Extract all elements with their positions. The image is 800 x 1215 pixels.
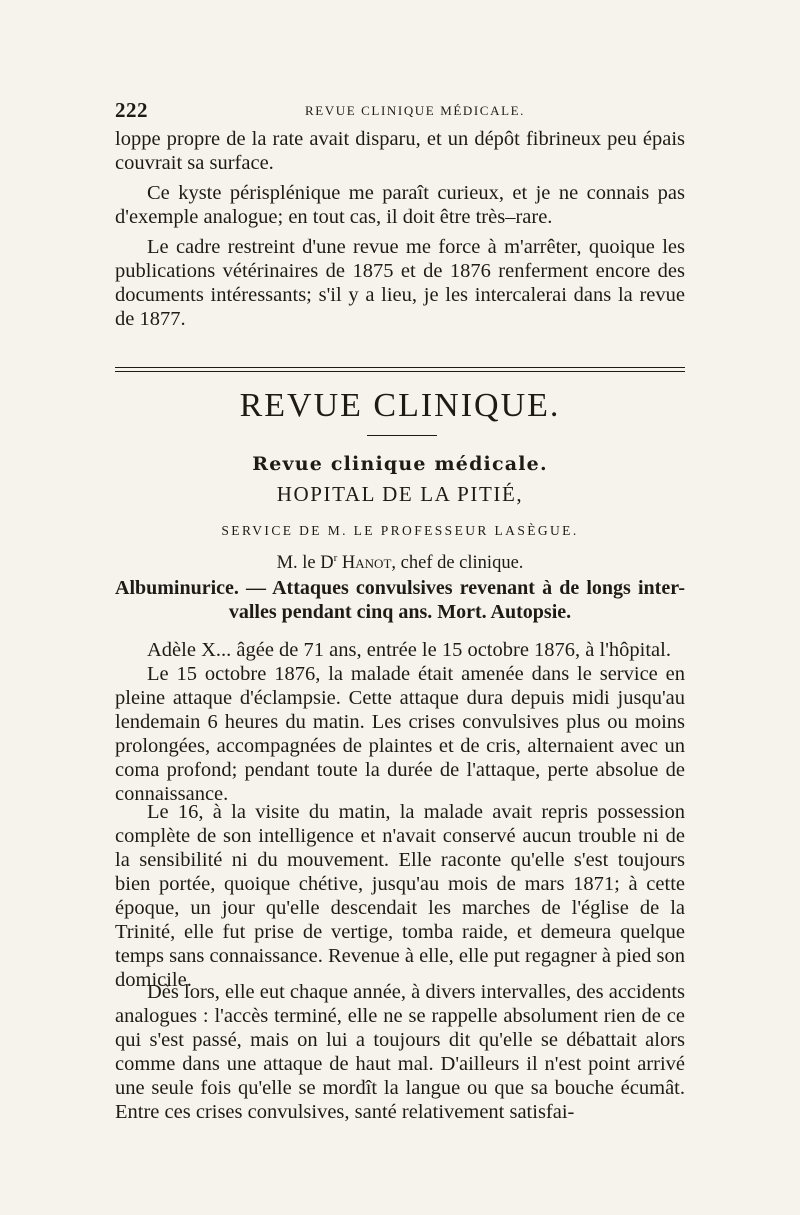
author-suffix: , chef de clinique. — [391, 553, 524, 574]
intro-paragraph-3: Le cadre restreint d'une revue me force à m'arrêter, quoique les publications vétérinaires de 1875 et de 1876 renferment encore des documents intéressants; s'il y a lieu, je les intercalerai dans la revue de 1877. — [115, 236, 685, 330]
author-sup: r — [333, 552, 338, 564]
subsection-title: Revue clinique médicale. — [252, 453, 548, 475]
section-title: REVUE CLINIQUE. — [239, 387, 561, 424]
double-rule-divider — [115, 367, 685, 372]
running-head — [115, 98, 685, 122]
body-paragraph-1: Adèle X... âgée de 71 ans, entrée le 15 octobre 1876, à l'hôpital. — [147, 639, 671, 661]
body-paragraph-4: Dès lors, elle eut chaque année, à divers intervalles, des accidents analogues : l'accès terminé, elle ne se rappelle absolument rien de ce qui s'est passé, mais on lui a toujours dit qu'elle se débattait alors comme dans une attaque de haut mal. D'ailleurs il n'est point arrivé une seule fois qu'elle se mordît la langue ou que sa bouche écumât. Entre ces crises convulsives, santé relativement satisfai- — [115, 981, 685, 1123]
short-rule — [367, 435, 437, 436]
author-prefix: M. le D — [276, 553, 334, 574]
case-title — [115, 576, 685, 624]
running-title: REVUE CLINIQUE MÉDICALE. — [304, 103, 525, 118]
service-heading: SERVICE DE M. LE PROFESSEUR LASÈGUE. — [221, 523, 579, 538]
case-title-line-1: Albuminurice. — Attaques convulsives revenant à de longs inter- — [115, 577, 685, 599]
author-line — [115, 546, 685, 575]
hospital-heading: HOPITAL DE LA PITIÉ, — [276, 482, 524, 506]
author-name: Hanot — [341, 553, 392, 574]
intro-paragraph-2: Ce kyste périsplénique me paraît curieux, et je ne connais pas d'exemple analogue; en tout cas, il doit être très–rare. — [115, 182, 685, 228]
body-paragraph-2: Le 15 octobre 1876, la malade était amenée dans le service en pleine attaque d'éclampsie. Cette attaque dura depuis midi jusqu'au lendemain 6 heures du matin. Les crises convulsives plus ou moins prolongées, accompagnées de plaintes et de cris, alternaient avec un coma profond; pendant toute la durée de l'attaque, perte absolue de connaissance. — [115, 663, 685, 805]
case-title-line-2: valles pendant cinq ans. Mort. Autopsie. — [228, 601, 572, 623]
intro-paragraph-1: loppe propre de la rate avait disparu, et un dépôt fibrineux peu épais couvrait sa surface. — [115, 128, 685, 174]
body-paragraph-3: Le 16, à la visite du matin, la malade avait repris possession complète de son intelligence et n'avait conservé aucun trouble ni de la sensibilité ni du mouvement. Elle raconte qu'elle s'est toujours bien portée, quoique chétive, jusqu'au mois de mars 1871; à cette époque, un jour qu'elle descendait les marches de l'église de la Trinité, elle fut prise de vertige, tomba raide, et demeura quelque temps sans connaissance. Revenue à elle, elle put regagner à pied son domicile. — [115, 801, 685, 991]
page-number: 222 — [115, 98, 148, 122]
